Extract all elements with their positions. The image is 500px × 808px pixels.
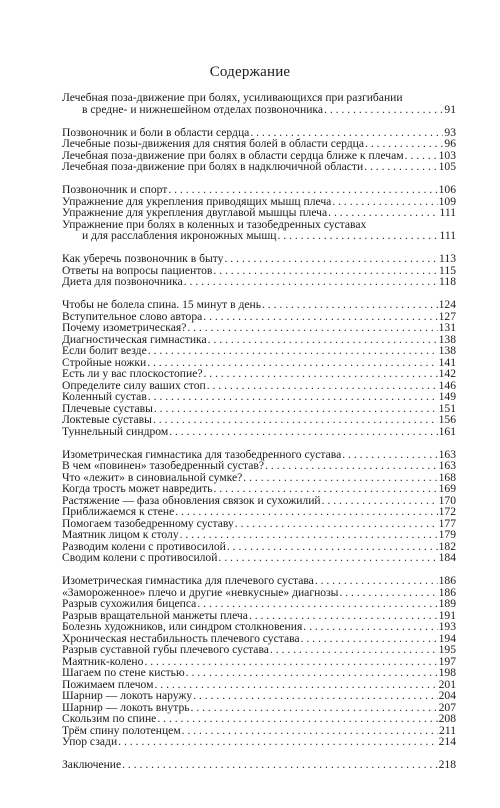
toc-page-number: 207: [438, 700, 456, 714]
toc-entry: [62, 276, 456, 288]
toc-entry: [62, 219, 456, 242]
toc-entry-title: Шарнир — локоть наружу: [62, 689, 193, 702]
toc-entry-title: Почему изометрическая?: [62, 321, 187, 334]
toc-entry: [62, 426, 456, 438]
toc-entry-title: Позвоночник и боли в области сердца: [62, 125, 250, 139]
toc-page-number: 197: [438, 654, 456, 668]
leader-dots: [322, 495, 438, 507]
leader-dots: [265, 460, 438, 472]
toc-page-number: 106: [438, 183, 456, 196]
toc-page-number: 163: [438, 459, 456, 472]
toc-entry-title: Туннельный синдром: [62, 424, 169, 438]
toc-page-number: 170: [438, 493, 456, 507]
leader-dots: [187, 322, 437, 334]
toc-entry: [62, 552, 456, 564]
toc-entry-title: Разрыв вращательной манжеты плеча: [62, 608, 248, 622]
toc-entry: [62, 529, 456, 541]
toc-entry-title: Шагаем по стене кистью: [62, 666, 185, 679]
table-of-contents: [62, 92, 456, 782]
leader-dots: [191, 702, 438, 714]
toc-entry-title: Ответы на вопросы пациентов: [62, 263, 213, 277]
toc-page-number: 93: [444, 125, 456, 139]
toc-page-number: 218: [438, 758, 456, 771]
toc-page-number: 186: [438, 585, 456, 599]
toc-page-number: 151: [438, 401, 456, 415]
toc-page-number: 105: [438, 160, 456, 173]
toc-entry-title-line: Лечебная поза-движение при болях, усиливающихся при разгибании: [62, 91, 403, 104]
toc-entry-title: Упор сзади: [62, 735, 118, 748]
leader-dots: [148, 391, 438, 403]
leader-dots: [301, 633, 438, 645]
toc-page-number: 169: [438, 482, 456, 495]
toc-page-number: 113: [439, 252, 456, 265]
toc-page-number: 91: [444, 102, 456, 116]
toc-entry-title: Позвоночник и спорт: [62, 183, 168, 196]
leader-dots: [197, 598, 437, 610]
toc-entry: [62, 621, 456, 633]
leader-dots: [169, 426, 437, 438]
toc-entry-title: Плечевые суставы: [62, 401, 153, 415]
toc-page-number: 156: [438, 413, 456, 426]
toc-page-number: 103: [438, 148, 456, 162]
leader-dots: [118, 736, 437, 748]
leader-dots: [148, 345, 438, 357]
toc-entry: [62, 322, 456, 334]
toc-entry-title: Вступительное слово автора: [62, 309, 203, 323]
toc-entry-title: Разводим колени с противосилой: [62, 539, 226, 553]
leader-dots: [122, 759, 437, 771]
toc-entry-title: Болезнь художников, или синдром столкновения: [62, 620, 303, 633]
leader-dots: [175, 506, 437, 518]
toc-entry-title: Диета для позвоночника: [62, 275, 183, 288]
toc-page-number: 201: [438, 677, 456, 691]
toc-entry-title: Коленный сустав: [62, 390, 147, 403]
toc-page-number: 179: [438, 528, 456, 541]
leader-dots: [270, 644, 438, 656]
toc-entry: [62, 713, 456, 725]
toc-entry-title: Изометрическая гимнастика для плечевого сустава: [62, 574, 314, 587]
toc-page-number: 184: [438, 551, 456, 564]
toc-entry: [62, 414, 456, 426]
toc-entry-title: и для расслабления икроножных мышц: [82, 229, 277, 242]
toc-entry-title: Если болит везде: [62, 344, 147, 357]
leader-dots: [339, 587, 437, 599]
toc-entry: [62, 299, 456, 311]
toc-group: [62, 759, 456, 771]
toc-page-number: 127: [438, 309, 456, 323]
toc-page-number: 163: [438, 447, 456, 461]
toc-entry-title: Заключение: [62, 758, 122, 771]
toc-entry-title: Скользим по спине: [62, 712, 157, 725]
toc-page-number: 161: [438, 424, 456, 438]
leader-dots: [224, 253, 438, 265]
toc-entry-title: Упражнение для укрепления двуглавой мышцы плеча: [62, 206, 328, 219]
toc-page-number: 208: [438, 712, 456, 725]
toc-entry-title: В чем «повинен» тазобедренный сустав?: [62, 459, 265, 472]
toc-entry-title: Приближаемся к стене: [62, 505, 175, 518]
leader-dots: [184, 276, 438, 288]
toc-page-number: 195: [438, 643, 456, 656]
leader-dots: [218, 552, 437, 564]
toc-entry-title: Разрыв сухожилия бицепса: [62, 597, 197, 610]
leader-dots: [203, 311, 437, 323]
toc-page-number: 189: [438, 597, 456, 610]
toc-entry-title: Хроническая нестабильность плечевого сустава: [62, 631, 300, 645]
leader-dots: [213, 265, 438, 277]
toc-entry-title: «Замороженное» плечо и другие «невкусные» диагнозы: [62, 585, 339, 599]
leader-dots: [203, 368, 437, 380]
toc-entry: [62, 736, 456, 748]
toc-entry: [62, 506, 456, 518]
toc-entry: [62, 690, 456, 702]
leader-dots: [262, 299, 438, 311]
leader-dots: [180, 529, 438, 541]
toc-page-number: 204: [438, 689, 456, 702]
leader-dots: [328, 207, 438, 219]
toc-entry-title: Лечебная поза-движение при болях в надключичной области: [62, 160, 364, 173]
leader-dots: [277, 230, 438, 242]
toc-page-number: 96: [444, 137, 456, 150]
leader-dots: [208, 334, 438, 346]
toc-entry: [62, 759, 456, 771]
leader-dots: [193, 690, 437, 702]
toc-entry-title: Когда трость может навредить: [62, 482, 213, 495]
leader-dots: [213, 483, 437, 495]
toc-page-number: 138: [438, 332, 456, 346]
leader-dots: [315, 575, 438, 587]
toc-entry-title: Разрыв суставной губы плечевого сустава: [62, 643, 269, 656]
toc-page-number: 146: [438, 378, 456, 392]
leader-dots: [186, 667, 438, 679]
leader-dots: [364, 161, 437, 173]
toc-group: [62, 253, 456, 288]
leader-dots: [235, 518, 438, 530]
toc-page-number: 131: [438, 321, 456, 334]
toc-entry-title: в средне- и нижнешейном отделах позвоночника: [82, 102, 324, 116]
leader-dots: [405, 150, 438, 162]
leader-dots: [332, 196, 437, 208]
toc-group: [62, 184, 456, 242]
toc-group: [62, 299, 456, 437]
toc-entry-title: Лечебные позы-движения для снятия болей в области сердца: [62, 137, 365, 150]
toc-page-number: 109: [438, 194, 456, 208]
toc-entry: [62, 483, 456, 495]
toc-entry: [62, 575, 456, 587]
leader-dots: [207, 380, 438, 392]
page-title: Содержание: [209, 64, 291, 80]
toc-entry: [62, 253, 456, 265]
toc-entry: [62, 644, 456, 656]
toc-entry-title: Диагностическая гимнастика: [62, 332, 207, 346]
toc-entry-title: Как уберечь позвоночник в быту: [62, 252, 224, 265]
toc-entry-title: Изометрическая гимнастика для тазобедренного сустава: [62, 447, 342, 461]
toc-entry-title: Стройные ножки: [62, 355, 147, 369]
toc-group: [62, 127, 456, 173]
toc-page-number: 124: [438, 298, 456, 311]
toc-entry: [62, 391, 456, 403]
toc-group: [62, 575, 456, 748]
toc-entry-title: Сводим колени с противосилой: [62, 551, 218, 564]
toc-entry: [62, 184, 456, 196]
toc-entry-title: Маятник лицом к столу: [62, 528, 179, 541]
leader-dots: [154, 403, 438, 415]
toc-group: [62, 449, 456, 564]
toc-entry: [62, 92, 456, 115]
toc-page-number: 214: [438, 735, 456, 748]
toc-entry-title: Есть ли у вас плоскостопие?: [62, 367, 203, 380]
toc-page-number: 193: [438, 620, 456, 633]
toc-entry-title: Трём спину полотенцем: [62, 723, 181, 737]
toc-entry: [62, 460, 456, 472]
toc-page-number: 142: [438, 367, 456, 380]
toc-page-number: 111: [439, 206, 456, 219]
leader-dots: [168, 184, 437, 196]
leader-dots: [153, 414, 438, 426]
leader-dots: [342, 449, 437, 461]
toc-page-number: 211: [439, 723, 456, 737]
toc-page-number: 194: [438, 631, 456, 645]
toc-page-number: 172: [438, 505, 456, 518]
toc-entry: [62, 138, 456, 150]
toc-page-number: 118: [439, 275, 456, 288]
leader-dots: [157, 713, 437, 725]
toc-entry-title: Что «лежит» в синовиальной сумке?: [62, 470, 243, 484]
leader-dots: [324, 104, 443, 116]
toc-entry: [62, 667, 456, 679]
leader-dots: [365, 138, 443, 150]
toc-entry-title: Помогаем тазобедренному суставу: [62, 516, 234, 530]
leader-dots: [303, 621, 437, 633]
toc-entry-title: Пожимаем плечом: [62, 677, 154, 691]
toc-entry: [62, 345, 456, 357]
leader-dots: [243, 472, 437, 484]
toc-page-number: 177: [438, 516, 456, 530]
toc-page-number: 198: [438, 666, 456, 679]
leader-dots: [182, 725, 438, 737]
toc-entry: [62, 161, 456, 173]
toc-entry-title: Шарнир — локоть внутрь: [62, 700, 190, 714]
toc-page-number: 182: [438, 539, 456, 553]
toc-page-number: 141: [438, 355, 456, 369]
toc-entry: [62, 207, 456, 219]
leader-dots: [154, 679, 437, 691]
toc-entry-title: Локтевые суставы: [62, 413, 152, 426]
toc-entry-title-line: Упражнение при болях в коленных и тазобедренных суставах: [62, 217, 367, 231]
toc-entry: [62, 598, 456, 610]
toc-entry-title: Маятник-колено: [62, 654, 144, 668]
toc-entry-title: Чтобы не болела спина. 15 минут в день: [62, 298, 261, 311]
toc-entry: [62, 368, 456, 380]
toc-page-number: 138: [438, 344, 456, 357]
leader-dots: [227, 541, 438, 553]
leader-dots: [144, 656, 437, 668]
toc-entry-title: Лечебная поза-движение при болях в области сердца ближе к плечам: [62, 148, 404, 162]
toc-entry-title: Упражнение для укрепления приводящих мышц плеча: [62, 194, 332, 208]
toc-page-number: 168: [438, 470, 456, 484]
toc-page-number: 111: [439, 229, 456, 242]
toc-entry: [62, 725, 456, 737]
toc-group: [62, 92, 456, 115]
toc-page-number: 115: [439, 263, 456, 277]
toc-page-number: 186: [438, 574, 456, 587]
toc-entry-title: Определите силу ваших стоп: [62, 378, 206, 392]
toc-entry-title: Растяжение — фаза обновления связок и сухожилий: [62, 493, 321, 507]
toc-page-number: 191: [438, 608, 456, 622]
toc-page-number: 149: [438, 390, 456, 403]
